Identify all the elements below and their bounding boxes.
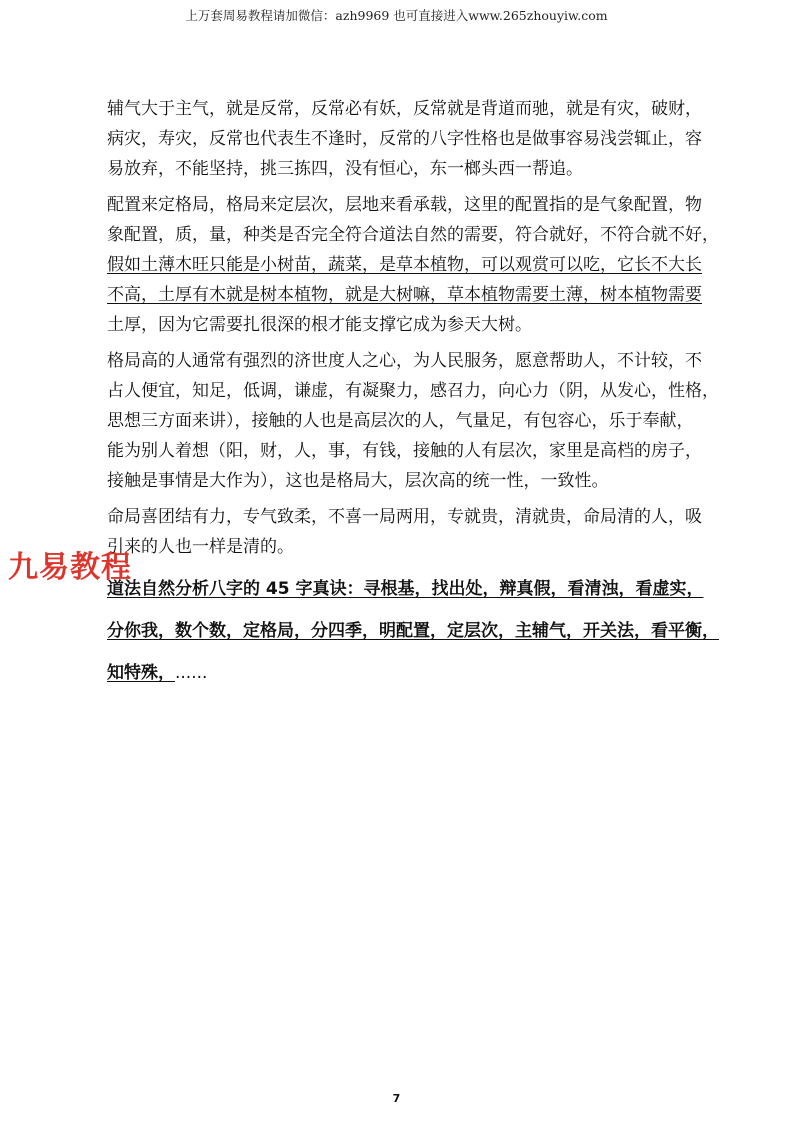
text-line: 象配置，质，量，种类是否完全符合道法自然的需要，符合就好，不符合就不好， bbox=[107, 225, 719, 245]
text-line: 命局喜团结有力，专气致柔，不喜一局两用，专就贵，清就贵，命局清的人，吸 bbox=[107, 507, 702, 527]
watermark-logo: 九易教程 bbox=[8, 550, 132, 585]
page-header: 上万套周易教程请加微信：azh9969 也可直接进入www.265zhouyiw.com bbox=[185, 8, 608, 23]
paragraph bbox=[107, 94, 702, 184]
text-line: 易放弃，不能坚持，挑三拣四，没有恒心，东一榔头西一帮追。 bbox=[107, 159, 583, 179]
text-line: 土厚，因为它需要扎很深的根才能支撑它成为参天大树。 bbox=[107, 315, 532, 335]
text-line: 能为别人着想（阳，财，人，事，有钱，接触的人有层次，家里是高档的房子， bbox=[107, 441, 702, 461]
page-number: 7 bbox=[392, 1092, 401, 1105]
document-body bbox=[107, 94, 719, 694]
underlined-text-line: 不高，土厚有木就是树本植物，就是大树嘛，草本植物需要土薄，树本植物需要 bbox=[107, 285, 702, 305]
text-line: 配置来定格局，格局来定层次，层地来看承载，这里的配置指的是气象配置，物 bbox=[107, 195, 702, 215]
text-line: 辅气大于主气，就是反常，反常必有妖，反常就是背道而驰，就是有灾，破财， bbox=[107, 99, 702, 119]
text-line: 接触是事情是大作为），这也是格局大，层次高的统一性，一致性。 bbox=[107, 471, 609, 491]
key-formula-paragraph bbox=[107, 568, 719, 694]
text-line: 思想三方面来讲），接触的人也是高层次的人，气量足，有包容心，乐于奉献， bbox=[107, 411, 694, 431]
text-line: 病灾，寿灾，反常也代表生不逢时，反常的八字性格也是做事容易浅尝辄止，容 bbox=[107, 129, 702, 149]
paragraph bbox=[107, 346, 719, 496]
key-formula-text: 知特殊， bbox=[107, 663, 175, 683]
ellipsis: ...... bbox=[175, 663, 208, 683]
text-line: 格局高的人通常有强烈的济世度人之心，为人民服务，愿意帮助人，不计较，不 bbox=[107, 351, 702, 371]
key-formula-line bbox=[107, 652, 667, 694]
underlined-text-line: 假如土薄木旺只能是小树苗，蔬菜，是草本植物，可以观赏可以吃，它长不大长 bbox=[107, 255, 702, 275]
text-line: 占人便宜，知足，低调，谦虚，有凝聚力，感召力，向心力（阴，从发心，性格， bbox=[107, 381, 719, 401]
key-formula-line: 道法自然分析八字的 45 字真诀：寻根基，找出处，辩真假，看清浊，看虚实， bbox=[107, 579, 704, 599]
paragraph bbox=[107, 190, 719, 340]
key-formula-line: 分你我，数个数，定格局，分四季，明配置，定层次，主辅气，开关法，看平衡， bbox=[107, 621, 719, 641]
text-line: 引来的人也一样是清的。 bbox=[107, 537, 294, 557]
paragraph bbox=[107, 502, 702, 562]
